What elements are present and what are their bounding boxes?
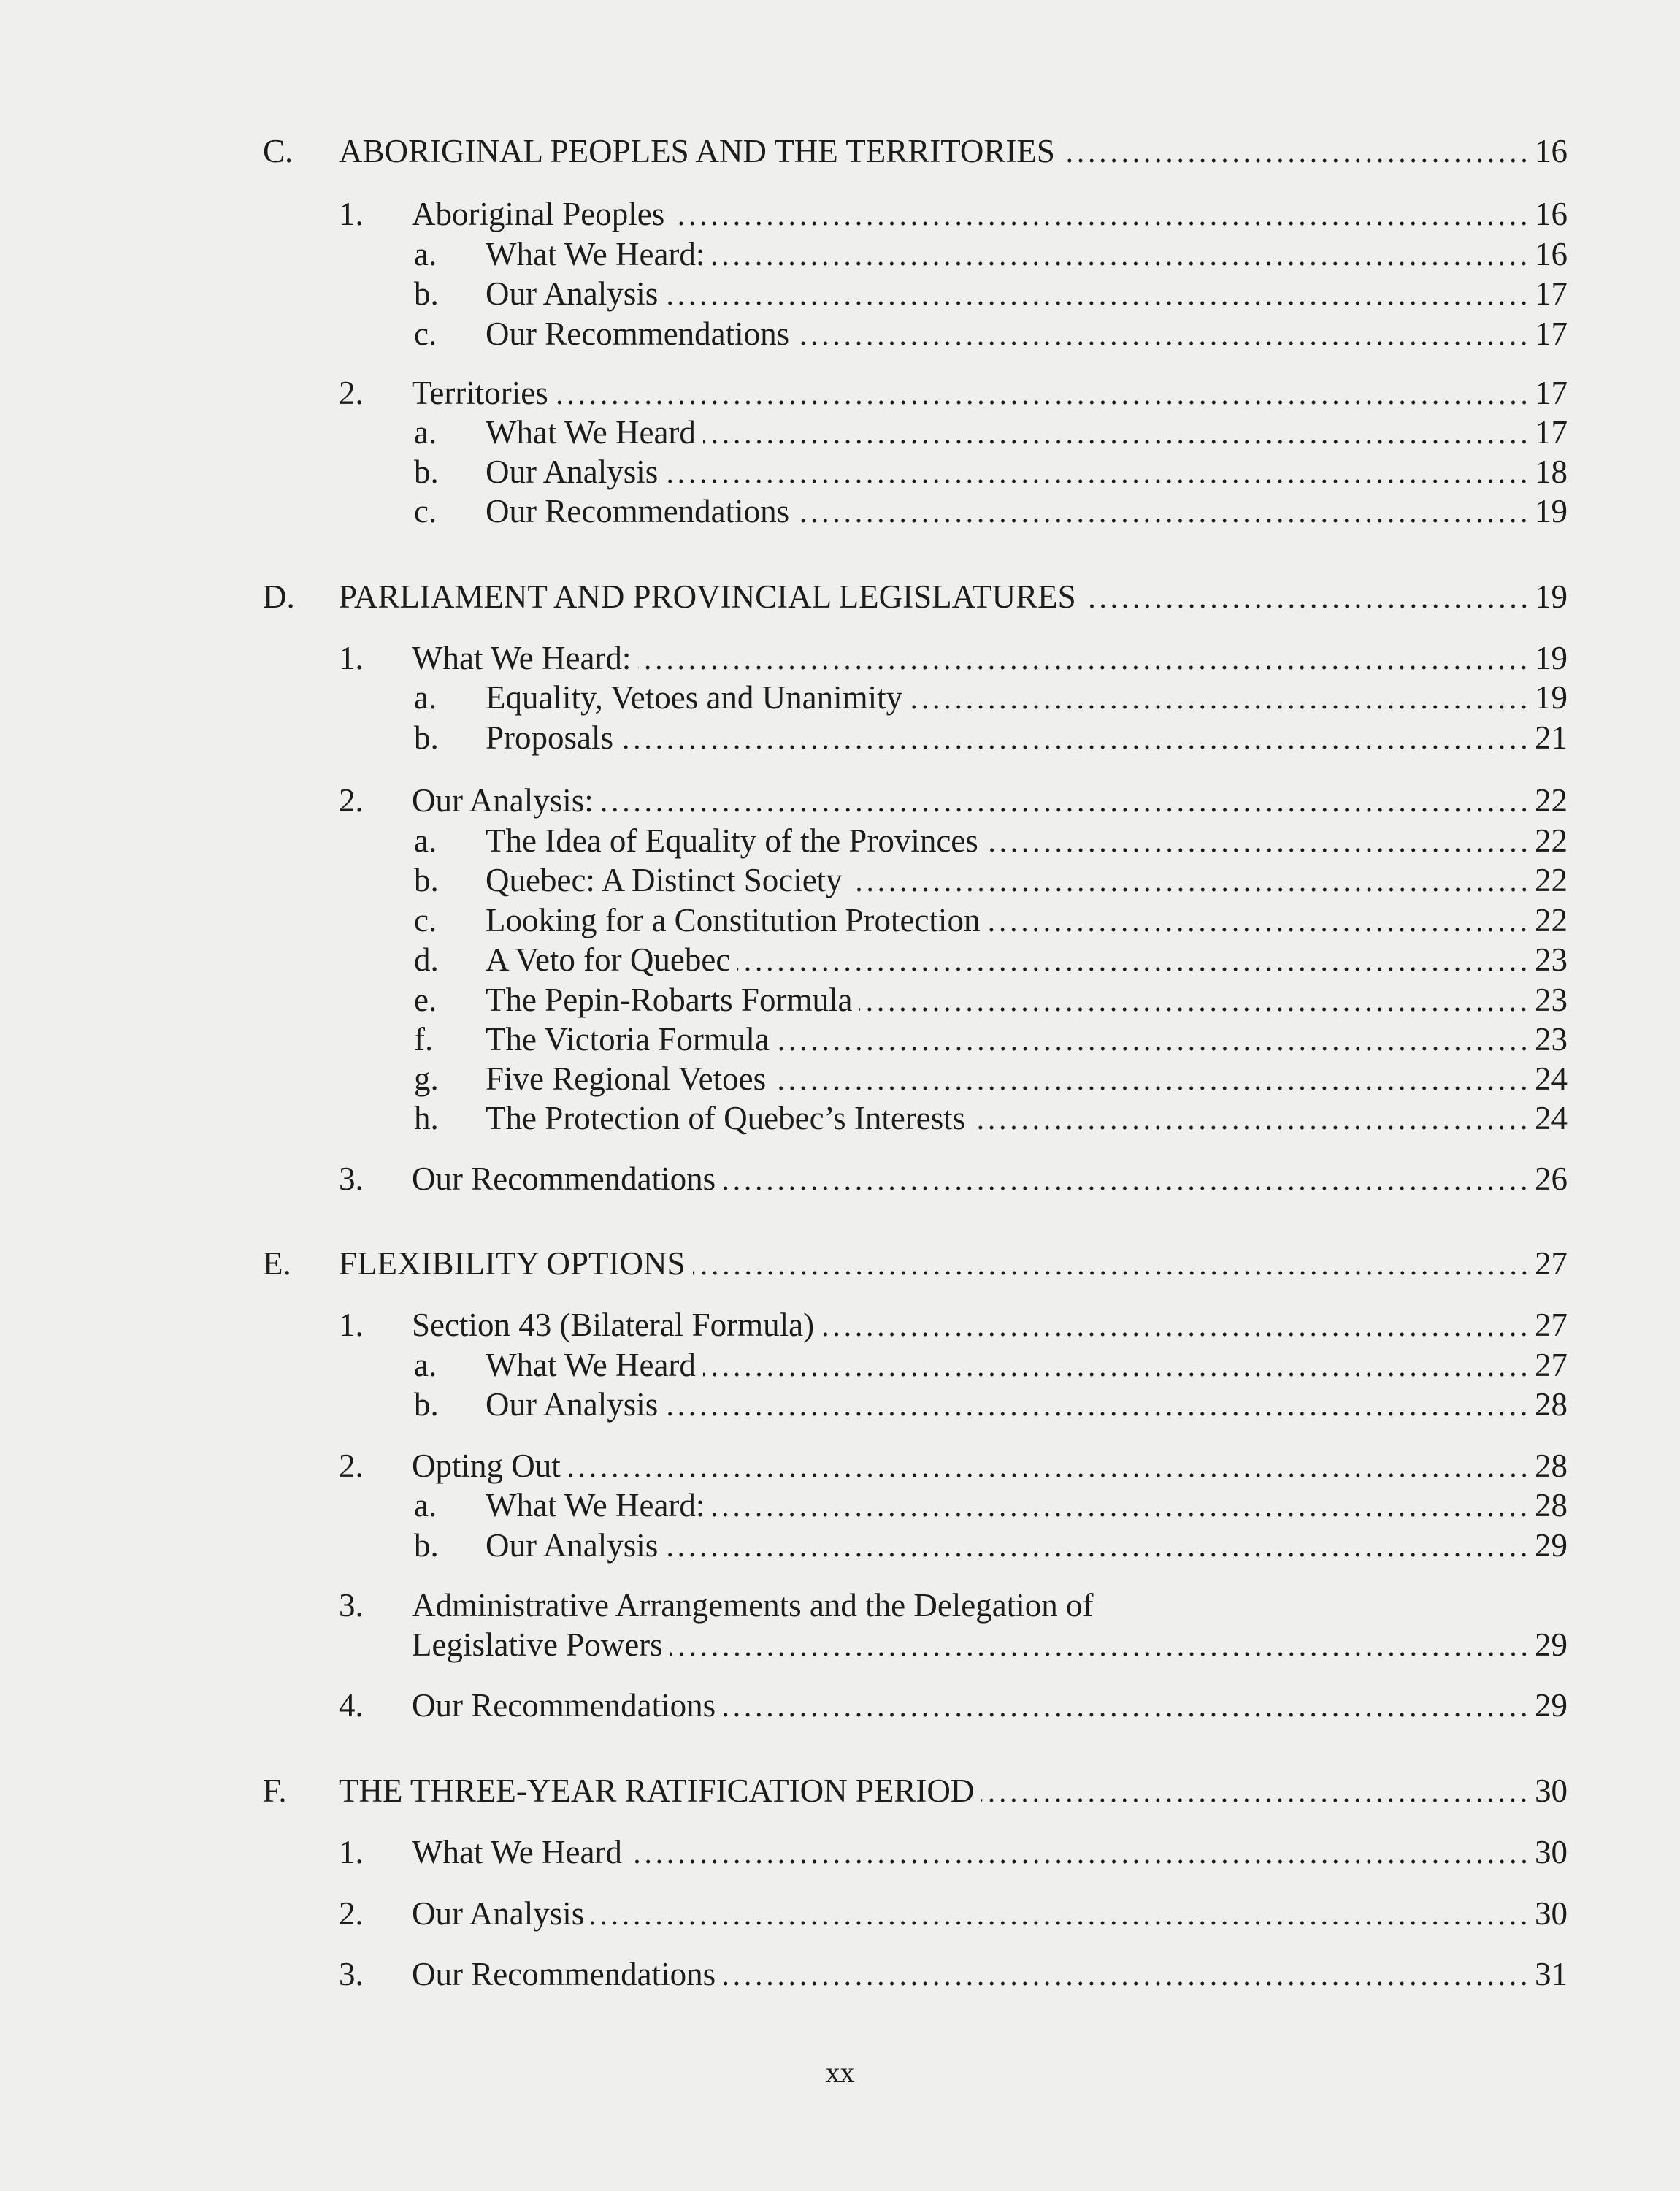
toc-entry-page: 27 (1535, 1307, 1568, 1343)
toc-entry (414, 939, 1568, 980)
dot-leader (601, 808, 1530, 812)
toc-entry-page: 19 (1535, 640, 1568, 676)
toc-entry (339, 1954, 1568, 1995)
toc-entry (263, 131, 1568, 172)
toc-entry (339, 638, 1568, 678)
toc-entry-label: 1. (339, 196, 364, 232)
toc-entry-page: 31 (1535, 1956, 1568, 1992)
dot-leader (638, 665, 1530, 670)
dot-leader (591, 1921, 1530, 1925)
toc-entry (339, 1445, 1568, 1486)
toc-entry-label: b. (414, 719, 439, 756)
toc-entry-page: 18 (1535, 454, 1568, 490)
toc-entry (339, 1685, 1568, 1726)
toc-entry (414, 412, 1568, 453)
toc-entry-label: b. (414, 1386, 439, 1423)
dot-leader (723, 1981, 1530, 1986)
toc-entry-title: Our Recommendations (486, 316, 790, 352)
toc-entry (414, 1058, 1568, 1099)
toc-entry-label: D. (263, 578, 295, 615)
toc-entry-page: 16 (1535, 133, 1568, 169)
toc-entry-label: 2. (339, 1448, 364, 1484)
toc-entry-page: 16 (1535, 236, 1568, 272)
toc-entry-page: 30 (1535, 1834, 1568, 1870)
toc-entry-label: a. (414, 679, 437, 716)
toc-entry-label: 2. (339, 375, 364, 411)
toc-entry (414, 1384, 1568, 1425)
toc-entry (414, 491, 1568, 532)
dot-leader (712, 261, 1530, 266)
toc-entry-page: 22 (1535, 822, 1568, 859)
dot-leader (621, 745, 1530, 749)
toc-entry-label: g. (414, 1060, 439, 1097)
dot-leader (981, 1798, 1530, 1802)
toc-entry-page: 26 (1535, 1160, 1568, 1197)
toc-entry (414, 860, 1568, 901)
toc-entry-label: h. (414, 1100, 439, 1136)
toc-entry (339, 372, 1568, 413)
toc-entry-title: What We Heard (486, 414, 696, 451)
toc-entry-page: 23 (1535, 1021, 1568, 1058)
dot-leader (797, 341, 1530, 345)
toc-entry-page: 17 (1535, 414, 1568, 451)
toc-entry-label: a. (414, 1347, 437, 1383)
toc-entry-title: Our Analysis (412, 1895, 585, 1932)
toc-entry-title: Our Analysis (486, 454, 659, 490)
toc-entry-label: 2. (339, 782, 364, 819)
toc-entry-title: Looking for a Constitution Protection (486, 902, 981, 938)
toc-entry-title: Our Recommendations (412, 1687, 716, 1724)
toc-entry (414, 1098, 1568, 1139)
toc-entry-page: 30 (1535, 1773, 1568, 1809)
toc-entry (414, 820, 1568, 861)
toc-entry-label: a. (414, 822, 437, 859)
dot-leader (672, 221, 1530, 226)
toc-entry-label: F. (263, 1773, 287, 1809)
toc-entry-page: 23 (1535, 941, 1568, 978)
toc-entry-title: Our Recommendations (486, 493, 790, 529)
toc-entry-page: 28 (1535, 1448, 1568, 1484)
toc-entry-page: 21 (1535, 719, 1568, 756)
toc-entry-title: What We Heard: (486, 1487, 705, 1523)
toc-entry-title: THE THREE-YEAR RATIFICATION PERIOD (339, 1773, 975, 1809)
dot-leader (665, 1412, 1530, 1416)
toc-entry-title: Quebec: A Distinct Society (486, 862, 843, 898)
toc-entry-label: a. (414, 1487, 437, 1523)
toc-entry-page: 16 (1535, 196, 1568, 232)
dot-leader (773, 1086, 1530, 1090)
dot-leader (986, 848, 1530, 852)
dot-leader (910, 705, 1530, 709)
toc-entry-title: Our Analysis: (412, 782, 594, 819)
toc-entry (414, 1345, 1568, 1385)
toc-entry-page: 22 (1535, 862, 1568, 898)
toc-entry-title: Aboriginal Peoples (412, 196, 665, 232)
toc-entry-page: 28 (1535, 1386, 1568, 1423)
toc-entry (339, 1158, 1568, 1199)
toc-entry-title: Opting Out (412, 1448, 561, 1484)
toc-entry-title: The Protection of Quebec’s Interests (486, 1100, 966, 1136)
toc-entry-page: 29 (1535, 1626, 1568, 1663)
toc-entry-page: 17 (1535, 316, 1568, 352)
toc-entry-label: c. (414, 493, 437, 529)
toc-entry-label: e. (414, 982, 437, 1018)
toc-entry-label: C. (263, 133, 294, 169)
dot-leader (556, 400, 1530, 405)
toc-entry-page: 22 (1535, 782, 1568, 819)
dot-leader (703, 1372, 1530, 1377)
toc-entry (414, 313, 1568, 354)
toc-entry-label: d. (414, 941, 439, 978)
toc-entry-label: b. (414, 862, 439, 898)
toc-entry-page: 19 (1535, 493, 1568, 529)
toc-entry-title: ABORIGINAL PEOPLES AND THE TERRITORIES (339, 133, 1055, 169)
toc-entry-page: 29 (1535, 1687, 1568, 1724)
toc-entry-title: Administrative Arrangements and the Delegation of (412, 1587, 1094, 1624)
dot-leader (665, 301, 1530, 305)
toc-entry-page: 30 (1535, 1895, 1568, 1932)
toc-entry-title: Five Regional Vetoes (486, 1060, 767, 1097)
toc-entry-title: Our Analysis (486, 1527, 659, 1564)
dot-leader (797, 519, 1530, 523)
toc-entry-label: a. (414, 414, 437, 451)
toc-entry-page: 19 (1535, 679, 1568, 716)
toc-entry-label: E. (263, 1245, 291, 1282)
toc-entry (414, 677, 1568, 718)
dot-leader (850, 887, 1530, 892)
toc-entry-label: b. (414, 275, 439, 312)
toc-entry-title: Legislative Powers (412, 1626, 663, 1663)
toc-entry-title: Our Recommendations (412, 1956, 716, 1992)
toc-entry (263, 1243, 1568, 1284)
dot-leader (703, 440, 1530, 444)
dot-leader (629, 1859, 1530, 1864)
toc-entry-label: 3. (339, 1956, 364, 1992)
toc-entry (339, 194, 1568, 234)
toc-entry-title: The Victoria Formula (486, 1021, 770, 1058)
toc-entry (339, 780, 1568, 821)
toc-entry-label: 2. (339, 1895, 364, 1932)
dot-leader (859, 1007, 1530, 1012)
dot-leader (1083, 604, 1530, 608)
toc-entry (414, 451, 1568, 492)
toc-entry-label: 4. (339, 1687, 364, 1724)
dot-leader (693, 1271, 1530, 1275)
toc-entry-title: Our Analysis (486, 275, 659, 312)
toc-entry-title: The Pepin-Robarts Formula (486, 982, 853, 1018)
toc-entry-label: 1. (339, 1307, 364, 1343)
toc-entry-title: Equality, Vetoes and Unanimity (486, 679, 903, 716)
toc-entry-label: 3. (339, 1160, 364, 1197)
dot-leader (665, 1553, 1530, 1557)
toc-entry-title: PARLIAMENT AND PROVINCIAL LEGISLATURES (339, 578, 1076, 615)
toc-entry (263, 576, 1568, 617)
dot-leader (737, 967, 1530, 971)
dot-leader (670, 1652, 1530, 1656)
toc-entry (263, 1770, 1568, 1811)
toc-entry-label: 1. (339, 1834, 364, 1870)
toc-entry-title: Our Recommendations (412, 1160, 716, 1197)
toc-entry (414, 1019, 1568, 1060)
toc-entry-label: b. (414, 454, 439, 490)
toc-entry-title: What We Heard (486, 1347, 696, 1383)
toc-entry (339, 1832, 1568, 1873)
toc-entry-page: 24 (1535, 1060, 1568, 1097)
toc-entry-page: 29 (1535, 1527, 1568, 1564)
toc-entry (339, 1585, 1568, 1626)
toc-entry-label: c. (414, 902, 437, 938)
toc-entry (339, 1624, 1568, 1665)
dot-leader (665, 479, 1530, 483)
toc-entry-label: b. (414, 1527, 439, 1564)
toc-entry-label: 1. (339, 640, 364, 676)
dot-leader (821, 1332, 1530, 1337)
toc-entry-title: Our Analysis (486, 1386, 659, 1423)
toc-entry-title: Proposals (486, 719, 614, 756)
toc-entry (414, 273, 1568, 314)
toc-entry-title: What We Heard: (412, 640, 632, 676)
dot-leader (568, 1473, 1530, 1477)
dot-leader (777, 1047, 1530, 1051)
dot-leader (987, 928, 1530, 932)
page-number: xx (825, 2056, 855, 2089)
toc-entry-title: Section 43 (Bilateral Formula) (412, 1307, 815, 1343)
toc-entry-label: a. (414, 236, 437, 272)
toc-entry (339, 1893, 1568, 1934)
dot-leader (712, 1513, 1530, 1517)
toc-entry (414, 234, 1568, 275)
toc-entry-page: 28 (1535, 1487, 1568, 1523)
toc-entry-page: 27 (1535, 1347, 1568, 1383)
toc-entry-title: A Veto for Quebec (486, 941, 731, 978)
toc-entry-page: 17 (1535, 375, 1568, 411)
toc-entry (414, 717, 1568, 758)
toc-entry (414, 1525, 1568, 1566)
toc-entry (414, 979, 1568, 1020)
toc-entry-page: 17 (1535, 275, 1568, 312)
toc-entry (414, 900, 1568, 941)
toc-entry-title: FLEXIBILITY OPTIONS (339, 1245, 686, 1282)
toc-entry-page: 22 (1535, 902, 1568, 938)
dot-leader (1062, 158, 1530, 163)
dot-leader (723, 1186, 1530, 1190)
toc-entry-label: 3. (339, 1587, 364, 1624)
toc-entry-label: c. (414, 316, 437, 352)
toc-entry-title: What We Heard: (486, 236, 705, 272)
toc-entry-page: 24 (1535, 1100, 1568, 1136)
toc-entry-title: What We Heard (412, 1834, 622, 1870)
toc-entry-title: Territories (412, 375, 548, 411)
toc-entry (414, 1485, 1568, 1526)
dot-leader (973, 1125, 1530, 1130)
dot-leader (723, 1713, 1530, 1717)
toc-entry-title: The Idea of Equality of the Provinces (486, 822, 978, 859)
toc-entry-page: 19 (1535, 578, 1568, 615)
toc-entry (339, 1304, 1568, 1345)
toc-entry-label: f. (414, 1021, 434, 1058)
toc-entry-page: 27 (1535, 1245, 1568, 1282)
toc-entry-page: 23 (1535, 982, 1568, 1018)
